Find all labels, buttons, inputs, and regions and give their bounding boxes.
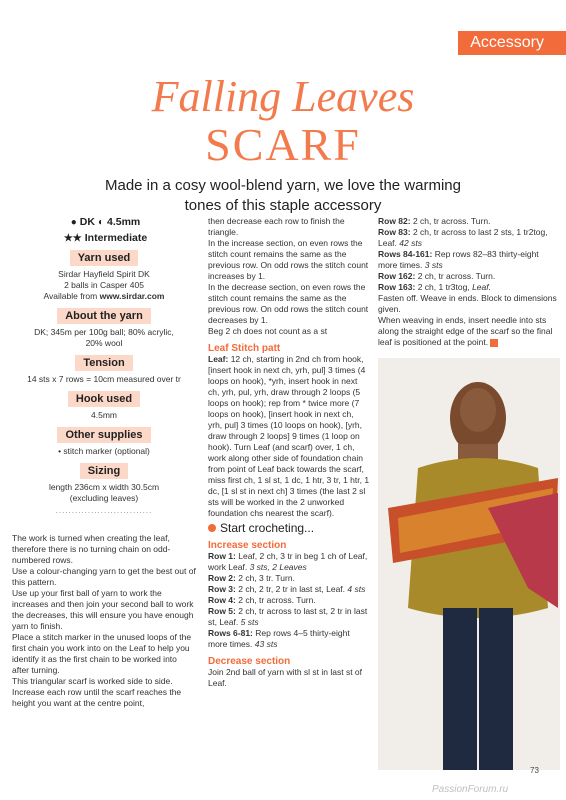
other-supplies-text: • stitch marker (optional)	[58, 446, 150, 456]
intro-para: Beg 2 ch does not count as a st	[208, 326, 328, 336]
yarn-used-label: Yarn used	[70, 250, 139, 266]
leaf-label: Leaf:	[208, 354, 229, 364]
finish-text: When weaving in ends, insert needle into sts along the straight edge of the scarf so the final leaf is positioned at the point.	[378, 315, 553, 347]
increase-heading: Increase section	[208, 540, 287, 551]
yarn-used-text	[12, 269, 196, 302]
model-illustration	[378, 358, 560, 770]
about-yarn-label: About the yarn	[57, 308, 151, 324]
decrease-row: Row 82: 2 ch, tr across. Turn.	[378, 216, 491, 226]
end-square-icon	[490, 339, 498, 347]
hook-used-label: Hook used	[68, 391, 140, 407]
tension-label: Tension	[75, 355, 132, 371]
decrease-row: Row 83: 2 ch, tr across to last 2 sts, 1 tr2tog, Leaf. 42 sts	[378, 227, 548, 248]
spec-row	[12, 216, 196, 228]
intro-para: then decrease each row to finish the triangle.	[208, 216, 345, 237]
hook-icon: ◐	[97, 216, 104, 228]
intro-para: In the decrease section, on even rows the stitch count remains the same as the previous row. On odd rows the stitch count decreases by 1.	[208, 282, 369, 325]
right-column	[378, 216, 560, 348]
note: Use a colour-changing yarn to get the best out of this pattern.	[12, 566, 196, 587]
leaf-instructions	[208, 354, 370, 519]
sizing-line: length 236cm x width 30.5cm	[48, 482, 160, 492]
leaf-heading: Leaf Stitch patt	[208, 343, 281, 354]
decrease-row: Row 162: 2 ch, tr across. Turn.	[378, 271, 496, 281]
watermark: PassionForum.ru	[432, 784, 509, 795]
increase-row: Rows 6-81: Rep rows 4–5 thirty-eight more times. 43 sts	[208, 628, 350, 649]
spec-level: Intermediate	[84, 232, 148, 244]
sirdar-link[interactable]: www.sirdar.com	[99, 291, 165, 301]
page-number: 73	[530, 766, 539, 775]
star-icon: ★★	[63, 232, 82, 244]
about-line: 20% wool	[85, 338, 123, 348]
model-photo	[378, 358, 560, 770]
leaf-text: 12 ch, starting in 2nd ch from hook, [insert hook in next ch, yrh, pul] 3 times (4 loops on hook), *yrh, insert hook in next ch, yrh, pul, yrh, draw through 2 loops (5 loops on hook); rep from * twice more (7 loops on hook), [insert hook in next ch, yrh, pul] 3 times (10 loops on hook), [yrh, draw through 2 loops] 9 times (1 loop on hook). Turn Leaf (and scarf) over, 1 ch, work along other side of foundation chain from point of Leaf back towards the scarf, miss first ch, 1 sl st, 1 dc, 1 htr, 3 tr, 1 htr, 1 dc, [1 sl st in next ch] 3 times (the last 2 sl sts will be worked in the 2 unworked foundation chs nearest the scarf).	[208, 354, 370, 518]
finish-text: Fasten off. Weave in ends. Block to dimensions given.	[378, 293, 557, 314]
subtitle: Made in a cosy wool-blend yarn, we love the warming tones of this staple accessory	[104, 177, 461, 214]
other-supplies-label: Other supplies	[57, 427, 150, 443]
sizing-text	[12, 482, 196, 504]
bullet-dot-icon	[208, 524, 216, 532]
yarn-ball-icon: ●	[70, 216, 77, 228]
decrease-text: Join 2nd ball of yarn with sl st in last st of Leaf.	[208, 667, 363, 688]
decrease-row: Row 163: 2 ch, 1 tr3tog, Leaf.	[378, 282, 491, 292]
title-main: SCARF	[205, 119, 361, 170]
spec-weight: DK	[79, 216, 95, 228]
start-heading	[208, 523, 370, 534]
decrease-heading: Decrease section	[208, 656, 291, 667]
spec-hook: 4.5mm	[106, 216, 141, 228]
category-tag: Accessory	[458, 31, 566, 55]
sizing-label: Sizing	[80, 463, 128, 479]
decrease-row: Rows 84-161: Rep rows 82–83 thirty-eight more times. 3 sts	[378, 249, 539, 270]
intro-notes	[12, 533, 196, 709]
divider: ..............................	[55, 506, 153, 515]
increase-row: Row 5: 2 ch, tr across to last st, 2 tr in last st, Leaf. 5 sts	[208, 606, 368, 627]
increase-row: Row 4: 2 ch, tr across. Turn.	[208, 595, 316, 605]
left-column	[12, 216, 196, 709]
yarn-line: Sirdar Hayfield Spirit DK	[58, 269, 150, 279]
level-row	[12, 232, 196, 244]
hook-used-text: 4.5mm	[91, 410, 117, 420]
title-script: Falling Leaves	[151, 72, 415, 121]
yarn-line: 2 balls in Casper 405	[64, 280, 144, 290]
note: The work is turned when creating the leaf, therefore there is no turning chain on odd-numbered rows.	[12, 533, 171, 565]
yarn-avail: Available from	[43, 291, 98, 301]
sizing-line: (excluding leaves)	[69, 493, 139, 503]
increase-row: Row 1: Leaf, 2 ch, 3 tr in beg 1 ch of Leaf, work Leaf. 3 sts, 2 Leaves	[208, 551, 368, 572]
middle-column	[208, 216, 370, 689]
note: Place a stitch marker in the unused loops of the first chain you work into on the Leaf to help you identify it as the first chain to be worked into after turning.	[12, 632, 192, 675]
increase-row: Row 3: 2 ch, 2 tr, 2 tr in last st, Leaf. 4 sts	[208, 584, 366, 594]
intro-para: In the increase section, on even rows the stitch count remains the same as the previous row. On odd rows the stitch count increases by 1.	[208, 238, 369, 281]
tension-text: 14 sts x 7 rows = 10cm measured over tr	[27, 374, 181, 384]
note: This triangular scarf is worked side to side. Increase each row until the scarf reaches the height you want at the centre point,	[12, 676, 182, 708]
yarn-line	[12, 291, 196, 302]
about-yarn-text	[12, 327, 196, 349]
start-text: Start crocheting...	[220, 521, 315, 535]
note: Use up your first ball of yarn to work the increases and then join your second ball to work the decreases, this will ensure you have enough yarn to finish.	[12, 588, 194, 631]
about-line: DK; 345m per 100g ball; 80% acrylic,	[34, 327, 174, 337]
increase-row: Row 2: 2 ch, 3 tr. Turn.	[208, 573, 295, 583]
